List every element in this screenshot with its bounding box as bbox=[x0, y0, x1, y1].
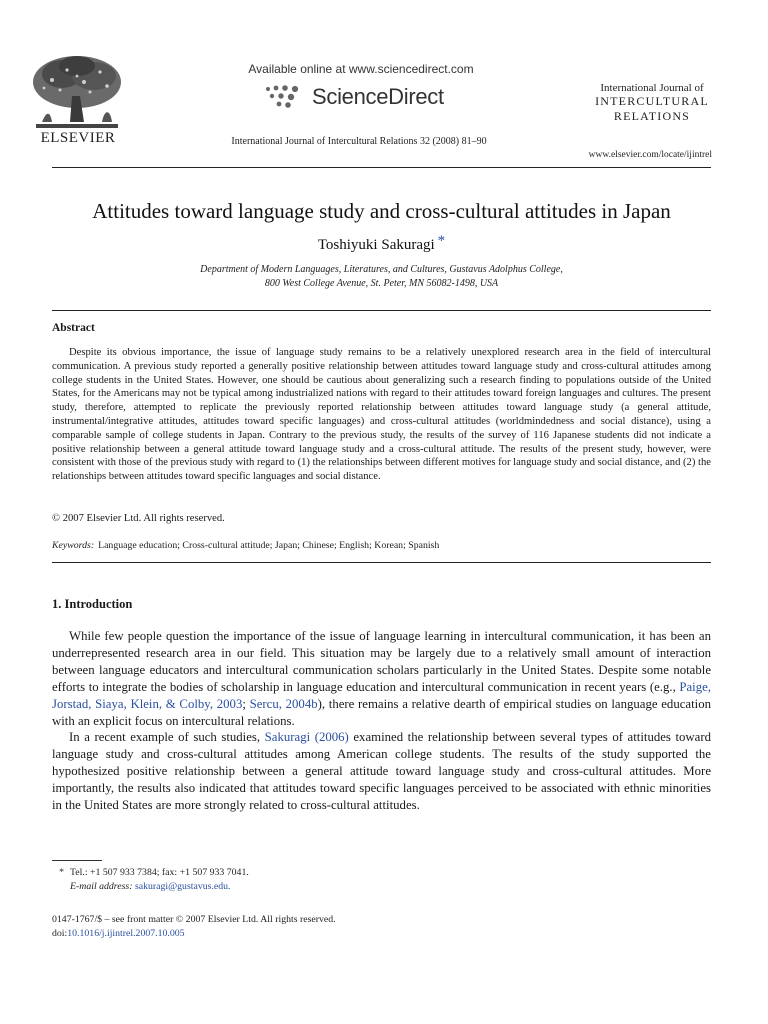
elsevier-tree-icon bbox=[22, 52, 132, 132]
abstract-copyright: © 2007 Elsevier Ltd. All rights reserved. bbox=[52, 513, 225, 524]
intro-p2-text-a: In a recent example of such studies, bbox=[69, 730, 265, 745]
intro-p1-text-b: ), there remains a relative dearth of empirical studies on language education with an explicit focus on intercultural relations. bbox=[52, 696, 711, 728]
citation-link-paige[interactable]: Paige, Jorstad, Siaya, Klein, & Colby, 2003 bbox=[52, 679, 711, 711]
affiliation-line1: Department of Modern Languages, Literatures, and Cultures, Gustavus Adolphus College, bbox=[200, 264, 563, 275]
sciencedirect-dots-icon bbox=[262, 83, 308, 111]
abstract-top-divider bbox=[52, 310, 711, 311]
intro-p1-separator: ; bbox=[242, 696, 250, 711]
sciencedirect-logo bbox=[262, 82, 444, 112]
sciencedirect-wordmark: ScienceDirect bbox=[312, 84, 444, 109]
author-name: Toshiyuki Sakuragi bbox=[317, 237, 435, 253]
introduction-body bbox=[52, 628, 711, 814]
intro-p2-text-b: examined the relationship between several types of attitudes toward language study and cross-cultural attitudes among American college students. The results of the study supported the hypothesized positive relationship between a general attitude toward language study and cross-cultural attitudes. More importantly, the results also indicated that attitudes toward specific languages perceived to be associated with ethnic minorities in the United States are more strongly related to cross-cultural attitudes. bbox=[52, 730, 711, 813]
journal-name-block bbox=[588, 82, 716, 124]
keywords-label: Keywords: bbox=[52, 540, 95, 551]
doi-label: doi: bbox=[52, 928, 68, 939]
publication-info bbox=[52, 913, 336, 941]
footnote-contact-line bbox=[52, 866, 249, 880]
footnote-mark: * bbox=[59, 867, 64, 878]
issn-line: 0147-1767/$ – see front matter © 2007 Elsevier Ltd. All rights reserved. bbox=[52, 914, 336, 925]
abstract-bottom-divider bbox=[52, 562, 711, 563]
email-label: E-mail address: bbox=[70, 881, 133, 892]
journal-url-link[interactable]: www.elsevier.com/locate/ijintrel bbox=[588, 150, 712, 160]
available-online-text: Available online at www.sciencedirect.com bbox=[248, 62, 474, 76]
journal-name-line3: RELATIONS bbox=[613, 109, 691, 123]
intro-p1-text-a: While few people question the importance of the issue of language learning in intercultural communication, it has been an underrepresented research area in our field. This situation may be largely due to a relatively small amount of interaction between language educators and intercultural communication scholars particularly in the United States. Despite some notable efforts to integrate the bodies of scholarship in language education and intercultural communication in recent years (e.g., bbox=[52, 629, 711, 694]
email-link[interactable]: sakuragi@gustavus.edu. bbox=[134, 881, 231, 892]
citation-link-sercu[interactable]: Sercu, 2004b bbox=[249, 696, 318, 711]
publisher-logo bbox=[22, 52, 134, 147]
author-footnote-mark[interactable]: * bbox=[437, 233, 446, 249]
intro-paragraph-2 bbox=[52, 729, 711, 814]
abstract-body bbox=[52, 346, 711, 484]
abstract-heading: Abstract bbox=[52, 322, 95, 334]
intro-paragraph-1 bbox=[52, 628, 711, 729]
keywords-line bbox=[52, 540, 439, 551]
footnote-email-line bbox=[52, 880, 249, 894]
header-divider bbox=[52, 167, 711, 168]
author-footnote bbox=[52, 866, 249, 894]
footnote-divider bbox=[52, 860, 102, 861]
author-affiliation bbox=[52, 263, 711, 291]
article-author bbox=[52, 233, 711, 254]
journal-name-line1: International Journal of bbox=[600, 82, 704, 94]
citation-link-sakuragi[interactable]: Sakuragi (2006) bbox=[264, 730, 349, 745]
elsevier-wordmark: ELSEVIER bbox=[40, 130, 116, 146]
keywords-list: Language education; Cross-cultural attitude; Japan; Chinese; English; Korean; Spanish bbox=[98, 540, 440, 551]
affiliation-line2: 800 West College Avenue, St. Peter, MN 56082-1498, USA bbox=[264, 278, 499, 289]
journal-citation: International Journal of Intercultural Relations 32 (2008) 81–90 bbox=[231, 136, 487, 147]
doi-link[interactable]: 10.1016/j.ijintrel.2007.10.005 bbox=[67, 928, 185, 939]
section-heading-introduction: 1. Introduction bbox=[52, 597, 133, 611]
footnote-tel: Tel.: +1 507 933 7384; fax: +1 507 933 7041. bbox=[70, 867, 249, 878]
abstract-paragraph: Despite its obvious importance, the issue of language study remains to be a relatively unexplored research area in the field of intercultural communication. A previous study reported a generally positive relationship between attitudes toward language study and cross-cultural attitudes among college students in the United States. However, one should be cautious about generalizing such a research finding to populations outside of the United States, for the Americans may not be typical among industrialized nations with regard to their attitudes toward foreign languages and cultures. The present study, therefore, attempted to replicate the previously reported relationship between attitudes toward language study (a general attitude, instrumental/integrative attitudes, attitudes toward specific languages) and cross-cultural attitudes (worldmindedness and social distance), using a comparable sample of college students in Japan. Contrary to the previous study, the results of the survey of 116 Japanese students did not indicate a positive relationship between a general attitude toward language study and a cross-cultural attitude. The results of the present study, however, were consistent with those of the previous study with regard to (1) the relationships between different motives for language study and social distance, and (2) the relationships between attitudes toward specific languages and social distance. bbox=[52, 347, 711, 483]
journal-name-line2: INTERCULTURAL bbox=[595, 94, 709, 108]
article-title: Attitudes toward language study and cross-cultural attitudes in Japan bbox=[92, 199, 671, 223]
doi-line bbox=[52, 927, 336, 941]
